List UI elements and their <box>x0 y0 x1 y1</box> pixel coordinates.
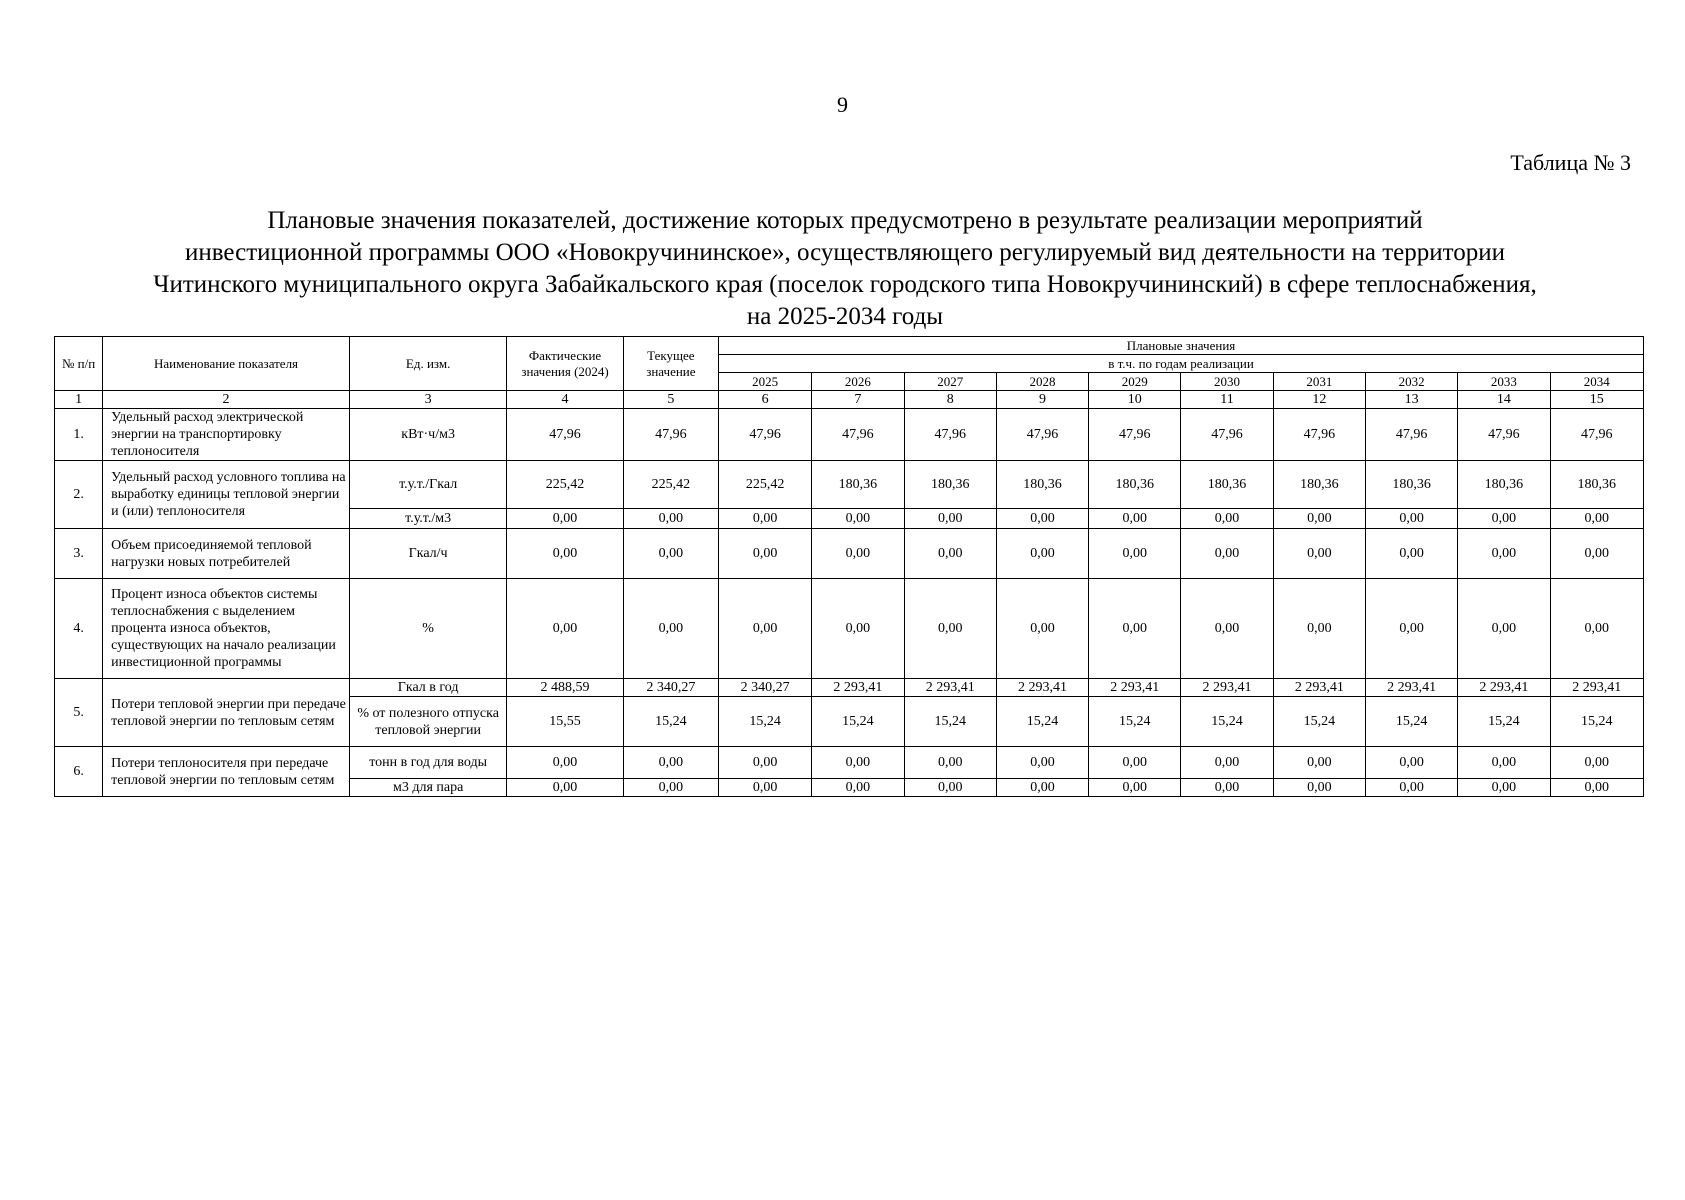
value-cell: 15,24 <box>1365 697 1457 747</box>
value-cell: 0,00 <box>1089 747 1181 779</box>
header-actual: Фактические значения (2024) <box>507 337 623 391</box>
document-title <box>50 205 1640 333</box>
value-cell: 0,00 <box>1089 509 1181 529</box>
value-cell: 0,00 <box>507 579 623 679</box>
value-cell: 0,00 <box>1181 579 1273 679</box>
value-cell: 0,00 <box>1365 579 1457 679</box>
header-year: 2030 <box>1181 373 1273 391</box>
value-cell: 0,00 <box>623 529 718 579</box>
value-cell: 0,00 <box>719 529 812 579</box>
value-cell: 0,00 <box>507 747 623 779</box>
value-cell: 180,36 <box>1550 461 1643 509</box>
value-cell: 0,00 <box>996 529 1088 579</box>
indicators-table <box>54 336 1644 797</box>
value-cell: 47,96 <box>812 409 904 461</box>
value-cell: 180,36 <box>812 461 904 509</box>
column-number: 4 <box>507 391 623 409</box>
value-cell: 180,36 <box>1273 461 1365 509</box>
value-cell: 0,00 <box>719 509 812 529</box>
value-cell: 2 293,41 <box>1365 679 1457 697</box>
value-cell: 0,00 <box>1089 779 1181 797</box>
header-current: Текущее значение <box>623 337 718 391</box>
indicator-name: Объем присоединяемой тепловой нагрузки новых потребителей <box>103 529 350 579</box>
value-cell: 0,00 <box>1458 509 1550 529</box>
row-number: 5. <box>55 679 103 747</box>
value-cell: 47,96 <box>623 409 718 461</box>
value-cell: 225,42 <box>719 461 812 509</box>
column-number: 9 <box>996 391 1088 409</box>
table-row <box>55 529 1644 579</box>
table-row <box>55 409 1644 461</box>
header-year: 2034 <box>1550 373 1643 391</box>
title-line: Читинского муниципального округа Забайкальского края (поселок городского типа Новокручининский) в сфере теплоснабжения, <box>153 271 1537 298</box>
indicator-name: Удельный расход электрической энергии на транспортировку теплоносителя <box>103 409 350 461</box>
unit-cell: тонн в год для воды <box>349 747 506 779</box>
column-number: 14 <box>1458 391 1550 409</box>
value-cell: 0,00 <box>1273 779 1365 797</box>
value-cell: 0,00 <box>1365 747 1457 779</box>
value-cell: 2 340,27 <box>623 679 718 697</box>
value-cell: 225,42 <box>623 461 718 509</box>
table-row <box>55 461 1644 509</box>
header-unit: Ед. изм. <box>349 337 506 391</box>
value-cell: 47,96 <box>1365 409 1457 461</box>
value-cell: 0,00 <box>904 779 996 797</box>
title-line: на 2025-2034 годы <box>746 303 944 330</box>
value-cell: 47,96 <box>996 409 1088 461</box>
column-number: 12 <box>1273 391 1365 409</box>
value-cell: 15,24 <box>1273 697 1365 747</box>
value-cell: 0,00 <box>1458 529 1550 579</box>
title-line: инвестиционной программы ООО «Новокручининское», осуществляющего регулируемый вид деятельности на территории <box>185 239 1505 266</box>
header-name: Наименование показателя <box>103 337 350 391</box>
column-number: 5 <box>623 391 718 409</box>
value-cell: 2 293,41 <box>1273 679 1365 697</box>
value-cell: 0,00 <box>1273 579 1365 679</box>
indicator-name: Удельный расход условного топлива на выработку единицы тепловой энергии и (или) теплоносителя <box>103 461 350 529</box>
column-number: 6 <box>719 391 812 409</box>
value-cell: 0,00 <box>996 579 1088 679</box>
value-cell: 0,00 <box>1550 779 1643 797</box>
value-cell: 0,00 <box>904 579 996 679</box>
value-cell: 0,00 <box>719 579 812 679</box>
table-row <box>55 579 1644 679</box>
value-cell: 2 293,41 <box>1458 679 1550 697</box>
unit-cell: кВт·ч/м3 <box>349 409 506 461</box>
value-cell: 0,00 <box>1458 779 1550 797</box>
value-cell: 0,00 <box>1273 747 1365 779</box>
row-number: 4. <box>55 579 103 679</box>
value-cell: 180,36 <box>1089 461 1181 509</box>
value-cell: 15,24 <box>1089 697 1181 747</box>
value-cell: 0,00 <box>507 779 623 797</box>
value-cell: 0,00 <box>996 779 1088 797</box>
value-cell: 2 293,41 <box>1181 679 1273 697</box>
header-year: 2026 <box>812 373 904 391</box>
unit-cell: Гкал/ч <box>349 529 506 579</box>
value-cell: 0,00 <box>1458 579 1550 679</box>
value-cell: 0,00 <box>1550 579 1643 679</box>
column-number: 2 <box>103 391 350 409</box>
value-cell: 47,96 <box>1181 409 1273 461</box>
value-cell: 180,36 <box>904 461 996 509</box>
value-cell: 0,00 <box>1365 529 1457 579</box>
column-number: 10 <box>1089 391 1181 409</box>
value-cell: 0,00 <box>623 779 718 797</box>
unit-cell: % от полезного отпуска тепловой энергии <box>349 697 506 747</box>
value-cell: 15,24 <box>1550 697 1643 747</box>
value-cell: 15,24 <box>623 697 718 747</box>
value-cell: 180,36 <box>1181 461 1273 509</box>
value-cell: 2 293,41 <box>996 679 1088 697</box>
indicator-name: Процент износа объектов системы теплоснабжения с выделением процента износа объектов, существующих на начало реализации инвестиционной программы <box>103 579 350 679</box>
value-cell: 0,00 <box>719 779 812 797</box>
value-cell: 0,00 <box>812 747 904 779</box>
value-cell: 0,00 <box>904 529 996 579</box>
value-cell: 0,00 <box>812 579 904 679</box>
header-year: 2025 <box>719 373 812 391</box>
value-cell: 15,24 <box>812 697 904 747</box>
value-cell: 0,00 <box>996 509 1088 529</box>
value-cell: 180,36 <box>1458 461 1550 509</box>
value-cell: 2 293,41 <box>1550 679 1643 697</box>
value-cell: 0,00 <box>1089 579 1181 679</box>
value-cell: 0,00 <box>1181 509 1273 529</box>
header-year: 2029 <box>1089 373 1181 391</box>
table-header <box>55 337 1644 409</box>
value-cell: 180,36 <box>1365 461 1457 509</box>
header-year: 2028 <box>996 373 1088 391</box>
value-cell: 2 340,27 <box>719 679 812 697</box>
unit-cell: м3 для пара <box>349 779 506 797</box>
column-number: 8 <box>904 391 996 409</box>
table-row <box>55 747 1644 779</box>
row-number: 2. <box>55 461 103 529</box>
column-number: 11 <box>1181 391 1273 409</box>
value-cell: 0,00 <box>719 747 812 779</box>
value-cell: 2 293,41 <box>812 679 904 697</box>
value-cell: 47,96 <box>1458 409 1550 461</box>
value-cell: 47,96 <box>904 409 996 461</box>
value-cell: 47,96 <box>1089 409 1181 461</box>
unit-cell: т.у.т./м3 <box>349 509 506 529</box>
value-cell: 15,24 <box>1458 697 1550 747</box>
unit-cell: Гкал в год <box>349 679 506 697</box>
table-body <box>55 409 1644 797</box>
value-cell: 0,00 <box>812 509 904 529</box>
column-number: 15 <box>1550 391 1643 409</box>
row-number: 3. <box>55 529 103 579</box>
value-cell: 15,24 <box>1181 697 1273 747</box>
header-year: 2033 <box>1458 373 1550 391</box>
table-row <box>55 679 1644 697</box>
value-cell: 0,00 <box>904 747 996 779</box>
header-year: 2027 <box>904 373 996 391</box>
header-num: № п/п <box>55 337 103 391</box>
indicator-name: Потери теплоносителя при передаче тепловой энергии по тепловым сетям <box>103 747 350 797</box>
value-cell: 0,00 <box>812 529 904 579</box>
value-cell: 47,96 <box>719 409 812 461</box>
value-cell: 0,00 <box>1273 509 1365 529</box>
header-year: 2032 <box>1365 373 1457 391</box>
page-number: 9 <box>837 92 848 117</box>
value-cell: 0,00 <box>1365 509 1457 529</box>
value-cell: 0,00 <box>1550 529 1643 579</box>
value-cell: 0,00 <box>1273 529 1365 579</box>
value-cell: 47,96 <box>507 409 623 461</box>
value-cell: 47,96 <box>1550 409 1643 461</box>
value-cell: 0,00 <box>623 509 718 529</box>
value-cell: 0,00 <box>996 747 1088 779</box>
value-cell: 0,00 <box>1550 747 1643 779</box>
column-number: 7 <box>812 391 904 409</box>
value-cell: 0,00 <box>623 579 718 679</box>
value-cell: 0,00 <box>1550 509 1643 529</box>
value-cell: 0,00 <box>1181 529 1273 579</box>
column-number: 1 <box>55 391 103 409</box>
value-cell: 15,24 <box>996 697 1088 747</box>
unit-cell: т.у.т./Гкал <box>349 461 506 509</box>
value-cell: 2 293,41 <box>1089 679 1181 697</box>
value-cell: 0,00 <box>812 779 904 797</box>
value-cell: 15,24 <box>904 697 996 747</box>
indicator-name: Потери тепловой энергии при передаче тепловой энергии по тепловым сетям <box>103 679 350 747</box>
table-label: Таблица № 3 <box>1510 150 1631 175</box>
value-cell: 2 488,59 <box>507 679 623 697</box>
value-cell: 180,36 <box>996 461 1088 509</box>
value-cell: 0,00 <box>1181 747 1273 779</box>
row-number: 6. <box>55 747 103 797</box>
title-line: Плановые значения показателей, достижение которых предусмотрено в результате реализации мероприятий <box>267 207 1423 234</box>
value-cell: 0,00 <box>1458 747 1550 779</box>
value-cell: 0,00 <box>904 509 996 529</box>
value-cell: 0,00 <box>623 747 718 779</box>
unit-cell: % <box>349 579 506 679</box>
value-cell: 225,42 <box>507 461 623 509</box>
row-number: 1. <box>55 409 103 461</box>
header-year: 2031 <box>1273 373 1365 391</box>
value-cell: 15,55 <box>507 697 623 747</box>
value-cell: 0,00 <box>507 529 623 579</box>
column-number: 3 <box>349 391 506 409</box>
column-number: 13 <box>1365 391 1457 409</box>
value-cell: 0,00 <box>507 509 623 529</box>
value-cell: 0,00 <box>1365 779 1457 797</box>
value-cell: 0,00 <box>1181 779 1273 797</box>
value-cell: 2 293,41 <box>904 679 996 697</box>
value-cell: 15,24 <box>719 697 812 747</box>
header-by-years: в т.ч. по годам реализации <box>719 355 1644 373</box>
value-cell: 47,96 <box>1273 409 1365 461</box>
header-planned: Плановые значения <box>719 337 1644 355</box>
value-cell: 0,00 <box>1089 529 1181 579</box>
